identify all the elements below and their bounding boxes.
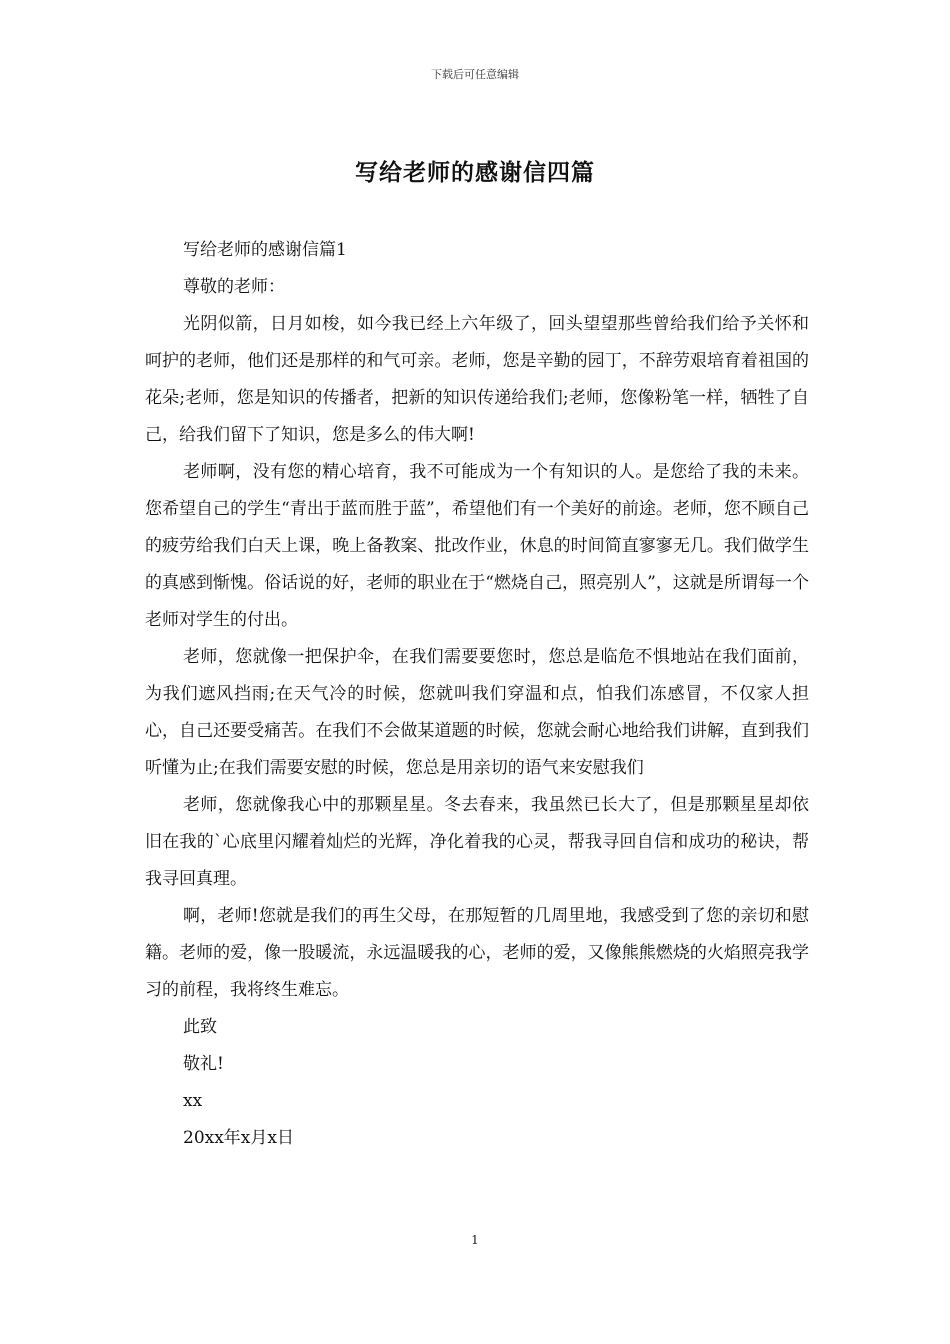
signature: xx [183,1091,203,1111]
paragraph: 光阴似箭，日月如梭，如今我已经上六年级了，回头望望那些曾给我们给予关怀和呵护的老师，他们还是那样的和气可亲。老师，您是辛勤的园丁，不辞劳艰培育着祖国的花朵;老师，您是知识的传播者，把新的知识传递给我们;老师，您像粉笔一样，牺牲了自己，给我们留下了知识，您是多么的伟大啊! [145,314,809,445]
header-note: 下载后可任意编辑 [431,68,519,81]
page-number: 1 [471,1233,479,1247]
section-heading: 写给老师的感谢信篇1 [183,240,347,260]
paragraph: 老师啊，没有您的精心培育，我不可能成为一个有知识的人。是您给了我的未来。您希望自己的学生“青出于蓝而胜于蓝”，希望他们有一个美好的前途。老师，您不顾自己的疲劳给我们白天上课，晚上备教案、批改作业，休息的时间简直寥寥无几。我们做学生的真感到惭愧。俗话说的好，老师的职业在于“燃烧自己，照亮别人”，这就是所谓每一个老师对学生的付出。 [145,462,809,630]
paragraph: 老师，您就像一把保护伞，在我们需要要您时，您总是临危不惧地站在我们面前，为我们遮风挡雨;在天气冷的时候，您就叫我们穿温和点，怕我们冻感冒，不仅家人担心，自己还要受痛苦。在我们不会做某道题的时候，您就会耐心地给我们讲解，直到我们听懂为止;在我们需要安慰的时候，您总是用亲切的语气来安慰我们 [145,647,809,778]
paragraph: 老师，您就像我心中的那颗星星。冬去春来，我虽然已长大了，但是那颗星星却依旧在我的`心底里闪耀着灿烂的光辉，净化着我的心灵，帮我寻回自信和成功的秘诀，帮我寻回真理。 [145,795,809,889]
document-body [145,232,809,1157]
paragraph: 啊，老师!您就是我们的再生父母，在那短暂的几周里地，我感受到了您的亲切和慰籍。老师的爱，像一股暖流，永远温暖我的心，老师的爱，又像熊熊燃烧的火焰照亮我学习的前程，我将终生难忘。 [145,906,809,1000]
date: 20xx年x月x日 [183,1128,294,1148]
salutation: 尊敬的老师： [183,277,285,297]
closing-salute: 敬礼! [183,1054,224,1074]
closing-line: 此致 [183,1017,217,1037]
page-title: 写给老师的感谢信四篇 [355,159,595,186]
